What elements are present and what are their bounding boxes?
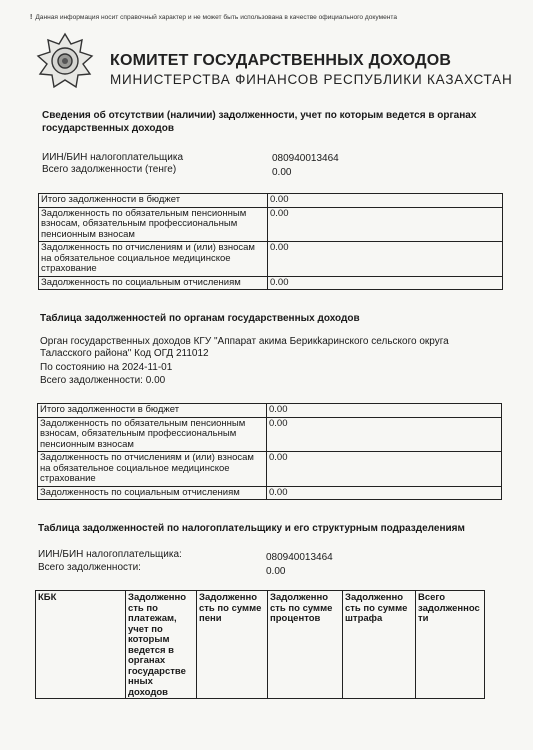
row-value: 0.00 xyxy=(268,276,503,290)
summary-table xyxy=(38,193,503,290)
row-value: 0.00 xyxy=(268,194,503,208)
state-revenue-emblem-icon xyxy=(36,32,94,92)
table-row xyxy=(38,486,502,500)
col-fine-debt: Задолженно сть по сумме штрафа xyxy=(343,591,416,699)
table-row xyxy=(39,194,503,208)
organization-subtitle: МИНИСТЕРСТВА ФИНАНСОВ РЕСПУБЛИКИ КАЗАХСТАН xyxy=(110,72,513,87)
col-total-debt: Всего задолженнос ти xyxy=(416,591,485,699)
row-value: 0.00 xyxy=(267,404,502,418)
col-interest-debt: Задолженно сть по сумме процентов xyxy=(268,591,343,699)
summary-iin-label: ИИН/БИН налогоплательщика xyxy=(42,152,184,163)
row-value: 0.00 xyxy=(268,242,503,277)
organ-total: Всего задолженности: 0.00 xyxy=(40,375,166,386)
taxpayer-iin-label: ИИН/БИН налогоплательщика: xyxy=(38,549,182,560)
row-label: Задолженность по отчислениям и (или) взносам на обязательное социальное медицинское страхование xyxy=(38,452,267,487)
disclaimer-text: Данная информация носит справочный характер и не может быть использована в качестве официального документа xyxy=(35,14,398,21)
row-label: Задолженность по обязательным пенсионным взносам, обязательным профессиональным пенсионным взносам xyxy=(39,207,268,242)
row-label: Итого задолженности в бюджет xyxy=(38,404,267,418)
by-taxpayer-title: Таблица задолженностей по налогоплательщику и его структурным подразделениям xyxy=(38,523,465,534)
taxpayer-total-value: 0.00 xyxy=(266,566,286,577)
col-payments-debt: Задолженно сть по платежам, учет по которым ведется в органах государстве нных доходов xyxy=(126,591,197,699)
col-kbk: КБК xyxy=(36,591,126,699)
row-value: 0.00 xyxy=(267,452,502,487)
as-of-date: По состоянию на 2024-11-01 xyxy=(40,362,173,373)
summary-total-value: 0.00 xyxy=(272,167,292,178)
row-label: Задолженность по обязательным пенсионным взносам, обязательным профессиональным пенсионным взносам xyxy=(38,417,267,452)
row-label: Итого задолженности в бюджет xyxy=(39,194,268,208)
organization-title: КОМИТЕТ ГОСУДАРСТВЕННЫХ ДОХОДОВ xyxy=(110,52,452,69)
table-row xyxy=(38,404,502,418)
table-row xyxy=(39,207,503,242)
summary-iin-value: 080940013464 xyxy=(272,153,339,164)
taxpayer-iin-value: 080940013464 xyxy=(266,552,333,563)
summary-title: Сведения об отсутствии (наличии) задолженности, учет по которым ведется в органах государственных доходов xyxy=(42,110,477,134)
header xyxy=(30,32,513,94)
summary-total-label: Всего задолженности (тенге) xyxy=(42,164,177,175)
by-organ-table xyxy=(37,403,502,500)
disclaimer xyxy=(30,14,397,21)
row-value: 0.00 xyxy=(267,486,502,500)
table-row xyxy=(39,276,503,290)
row-label: Задолженность по социальным отчислениям xyxy=(38,486,267,500)
row-label: Задолженность по отчислениям и (или) взносам на обязательное социальное медицинское страхование xyxy=(39,242,268,277)
warning-icon: ! xyxy=(30,14,33,21)
organ-name: Орган государственных доходов КГУ "Аппарат акима Берикkаринского сельского округа Таласского района" Код ОГД 211012 xyxy=(40,336,449,359)
row-label: Задолженность по социальным отчислениям xyxy=(39,276,268,290)
table-row xyxy=(38,417,502,452)
taxpayer-total-label: Всего задолженности: xyxy=(38,562,141,573)
row-value: 0.00 xyxy=(267,417,502,452)
by-organ-title: Таблица задолженностей по органам государственных доходов xyxy=(40,313,360,324)
table-row xyxy=(38,452,502,487)
kbk-table xyxy=(35,590,485,699)
col-penalty-debt: Задолженно сть по сумме пени xyxy=(197,591,268,699)
table-row xyxy=(39,242,503,277)
row-value: 0.00 xyxy=(268,207,503,242)
table-header-row xyxy=(36,591,485,699)
